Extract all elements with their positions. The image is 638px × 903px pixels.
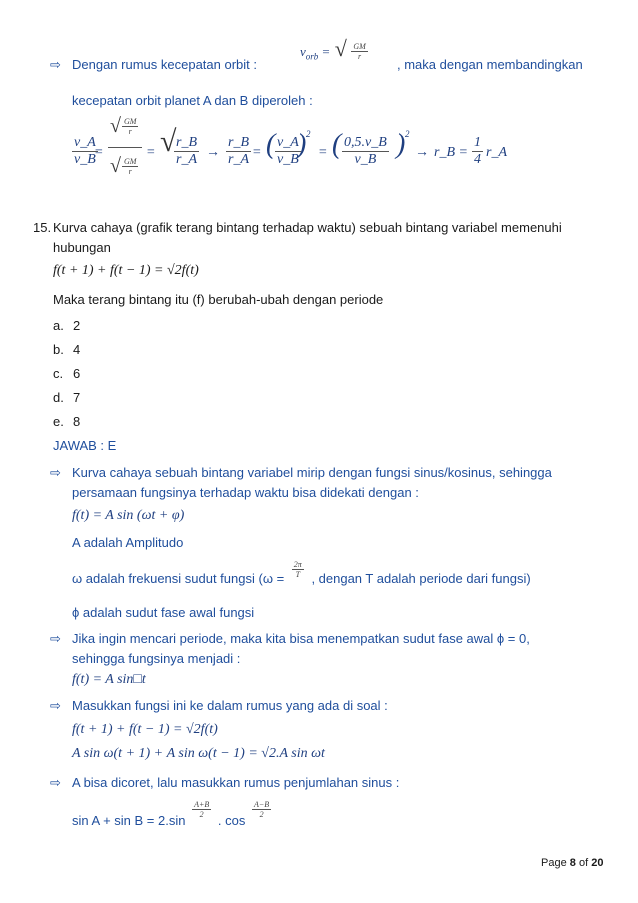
sol-sum-mid: . cos bbox=[217, 812, 246, 828]
sol-eq3: f(t + 1) + f(t − 1) = √2f(t) bbox=[72, 722, 218, 737]
sol-b1-line2: persamaan fungsinya terhadap waktu bisa didekati dengan : bbox=[72, 485, 419, 500]
footer-of-label: of bbox=[578, 857, 589, 869]
deriv-va: v_A bbox=[74, 135, 96, 150]
option-c[interactable] bbox=[53, 366, 81, 381]
option-e[interactable] bbox=[53, 414, 81, 429]
sol-omega-post: , dengan T adalah periode dari fungsi) bbox=[311, 570, 531, 586]
option-value: 7 bbox=[73, 390, 81, 405]
orbit-line2: kecepatan orbit planet A dan B diperoleh : bbox=[72, 93, 313, 108]
sol-b2-line1: Jika ingin mencari periode, maka kita bisa menempatkan sudut fase awal ϕ = 0, bbox=[72, 631, 530, 646]
orbit-den: r bbox=[357, 52, 362, 62]
option-value: 6 bbox=[73, 366, 81, 381]
deriv-vb2: v_B bbox=[277, 152, 299, 167]
deriv-r-top: r bbox=[128, 127, 132, 136]
option-value: 2 bbox=[73, 318, 81, 333]
question-text bbox=[53, 220, 605, 235]
deriv-vb: v_B bbox=[74, 152, 96, 167]
arrow-bullet-icon: ⇨ bbox=[50, 57, 61, 72]
deriv-result-ra: r_A bbox=[486, 145, 507, 160]
option-letter: b. bbox=[53, 342, 64, 357]
question-number: 15. bbox=[33, 220, 52, 235]
answer-label: JAWAB : E bbox=[53, 438, 117, 453]
deriv-result: r_B = bbox=[434, 145, 468, 160]
orbit-v: v bbox=[300, 44, 306, 59]
orbit-num: GM bbox=[353, 42, 366, 52]
orbit-sub: orb bbox=[305, 51, 319, 62]
sol-sum-formula bbox=[72, 800, 274, 831]
question-equation: f(t + 1) + f(t − 1) = √2f(t) bbox=[53, 263, 199, 278]
option-value: 4 bbox=[73, 342, 81, 357]
deriv-four: 4 bbox=[474, 152, 481, 167]
deriv-one: 1 bbox=[474, 135, 481, 150]
sol-sum-num2: A−B bbox=[253, 800, 270, 809]
footer-page-label: Page bbox=[541, 857, 567, 869]
sol-eq2: f(t) = A sin□t bbox=[72, 672, 146, 687]
option-letter: c. bbox=[53, 366, 64, 381]
deriv-gm-bot: GM bbox=[124, 157, 137, 166]
deriv-exp1: 2 bbox=[306, 129, 311, 139]
deriv-r-bot: r bbox=[128, 167, 132, 176]
orbit-text-right bbox=[397, 57, 605, 72]
deriv-result-rb: r_B bbox=[434, 145, 455, 160]
deriv-exp2: 2 bbox=[405, 129, 410, 139]
sol-amplitude: A adalah Amplitudo bbox=[72, 535, 184, 550]
orbit-right-text: , maka dengan membandingkan bbox=[397, 57, 583, 72]
sol-b1-line1: Kurva cahaya sebuah bintang variabel mirip dengan fungsi sinus/kosinus, sehingga bbox=[72, 465, 552, 480]
deriv-vb3: v_B bbox=[354, 152, 377, 167]
sol-sum-pre: sin A + sin B = 2.sin bbox=[72, 812, 186, 828]
sol-eq4: A sin ω(t + 1) + A sin ω(t − 1) = √2.A sin ωt bbox=[72, 746, 325, 761]
sol-b4: A bisa dicoret, lalu masukkan rumus penjumlahan sinus : bbox=[72, 775, 400, 790]
option-letter: a. bbox=[53, 318, 64, 333]
sol-eq1: f(t) = A sin (ωt + φ) bbox=[72, 508, 185, 523]
sol-omega-num: 2π bbox=[293, 560, 302, 569]
arrow-bullet-icon: ⇨ bbox=[50, 775, 61, 790]
sol-omega-den: T bbox=[295, 570, 301, 579]
sol-b2-line2: sehingga fungsinya menjadi : bbox=[72, 651, 241, 666]
deriv-va2: v_A bbox=[277, 135, 299, 150]
question-line1: Kurva cahaya (grafik terang bintang terhadap waktu) sebuah bintang variabel memenuhi bbox=[53, 220, 562, 235]
deriv-rb: r_B bbox=[176, 135, 197, 150]
deriv-ra2: r_A bbox=[228, 152, 249, 167]
orbit-formula: $v_{orb}$ = √ $\frac{GM}{r}$ bbox=[300, 36, 366, 62]
question-line2: hubungan bbox=[53, 240, 111, 255]
arrow-bullet-icon: ⇨ bbox=[50, 631, 61, 646]
arrow-bullet-icon: ⇨ bbox=[50, 465, 61, 480]
sol-sum-num1: A+B bbox=[194, 800, 210, 809]
option-letter: d. bbox=[53, 390, 64, 405]
footer-page-total: 20 bbox=[591, 857, 604, 869]
footer-page-num: 8 bbox=[569, 857, 576, 869]
arrow-bullet-icon: ⇨ bbox=[50, 698, 61, 713]
option-letter: e. bbox=[53, 414, 64, 429]
orbit-text: Dengan rumus kecepatan orbit : bbox=[72, 57, 257, 72]
question-period: Maka terang bintang itu (f) berubah-ubah dengan periode bbox=[53, 292, 384, 307]
derivation: $\frac{v\_A}{v\_B}$ = √ $\frac{GM}{r}$ √ $\frac{GM}{r}$ = √ $\frac{r\_B}{r\_A}$ → $\frac{r\_B}{r\_A}$ = ( $\frac{v\_A}{v\_B}$ ) 2 = ( $\frac{0,5.v\_B}{v\_B}$ ) 2 → r_B = $\frac{1}{4}$ r_A bbox=[74, 115, 507, 177]
option-d[interactable] bbox=[53, 390, 81, 405]
deriv-rb2: r_B bbox=[228, 135, 249, 150]
option-b[interactable] bbox=[53, 342, 81, 357]
deriv-ratio: 0,5.v_B bbox=[344, 135, 387, 150]
deriv-ra: r_A bbox=[176, 152, 197, 167]
sol-omega-pre: ω adalah frekuensi sudut fungsi (ω = bbox=[72, 570, 285, 586]
deriv-gm-top: GM bbox=[124, 117, 137, 126]
sol-phi: ϕ adalah sudut fase awal fungsi bbox=[72, 605, 255, 620]
page-footer bbox=[541, 857, 603, 869]
sol-sum-den2: 2 bbox=[259, 810, 264, 819]
option-value: 8 bbox=[73, 414, 81, 429]
sol-b3: Masukkan fungsi ini ke dalam rumus yang ada di soal : bbox=[72, 698, 388, 713]
option-a[interactable] bbox=[53, 318, 81, 333]
sol-sum-den1: 2 bbox=[199, 810, 204, 819]
